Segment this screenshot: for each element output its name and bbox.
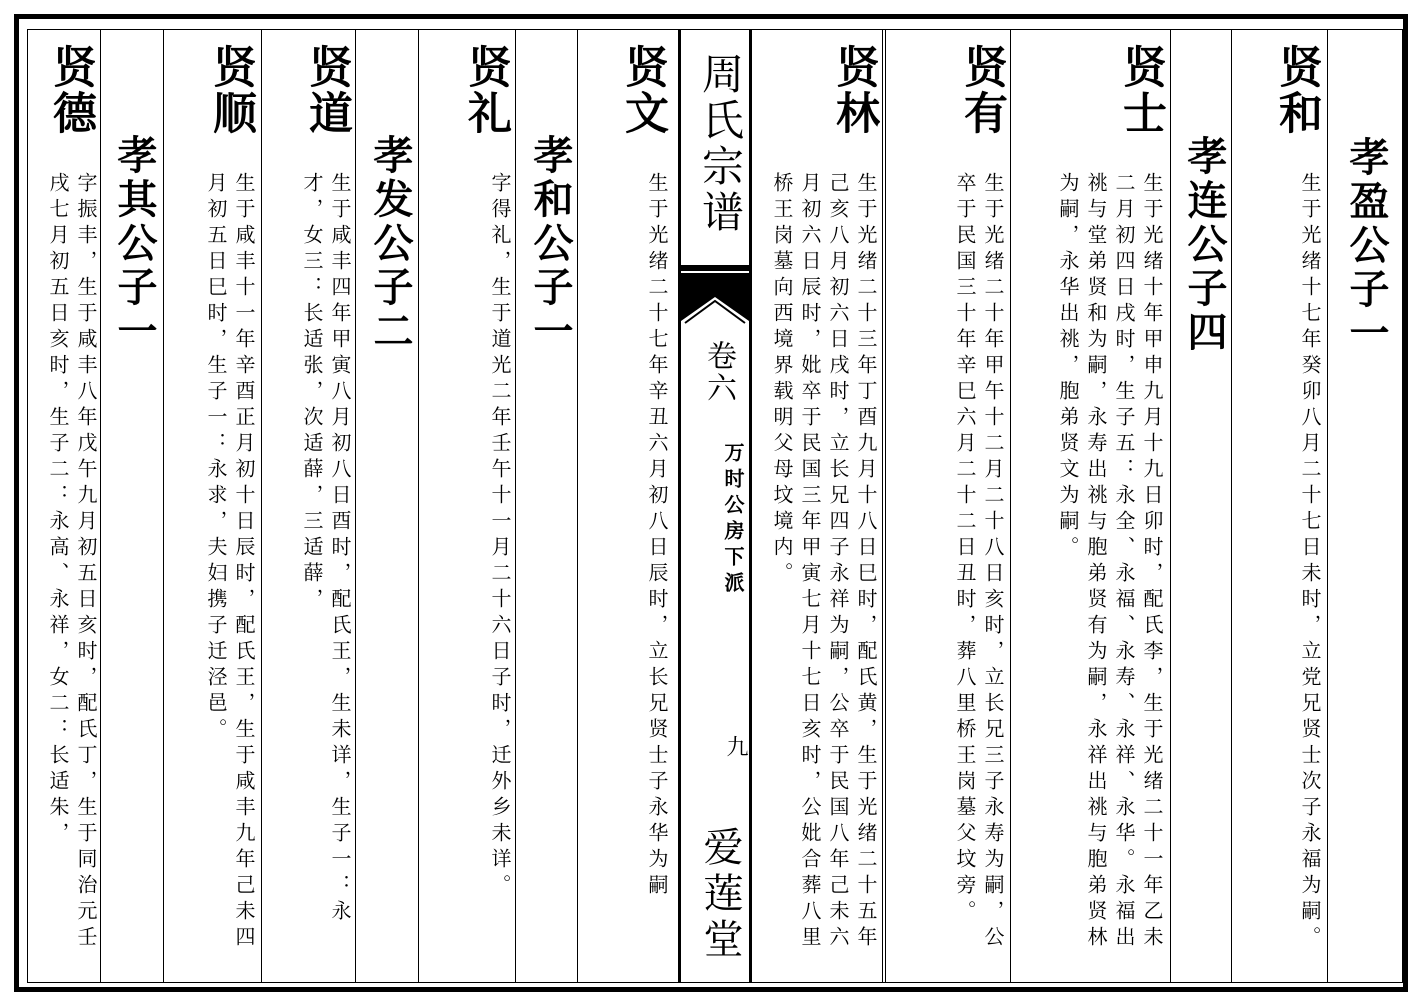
- rank-heading: 孝和公子一: [527, 134, 574, 354]
- biography-text: 生于光绪二十七年辛丑六月初八日辰时，立长兄贤士子永华为嗣: [645, 172, 669, 900]
- biography-text: 生于咸丰十一年辛酉正月初十日辰时，配氏王，生于咸丰九年己未四月初五日巳时，生子一：永求，夫妇携子迁泾邑。: [204, 172, 256, 952]
- column-divider: [1231, 29, 1232, 983]
- column-divider: [515, 29, 516, 983]
- person-name: 贤礼: [460, 44, 511, 136]
- biography-text: 生于光绪十七年癸卯八月二十七日未时，立党兄贤士次子永福为嗣。: [1298, 172, 1322, 952]
- biography-text: 生于光绪二十年甲午十二月二十八日亥时，立长兄三子永寿为嗣，公卒于民国三十年辛巳六月二十二日丑时，葬八里桥王岗墓父坟旁。: [953, 172, 1005, 952]
- person-name: 贤道: [301, 44, 352, 136]
- column-divider: [163, 29, 164, 983]
- column-divider: [355, 29, 356, 983]
- person-name: 贤林: [828, 44, 879, 136]
- fish-tail-mark: [681, 265, 749, 335]
- page-number: 九: [723, 735, 748, 757]
- column-divider: [1170, 29, 1171, 983]
- biography-text: 生于咸丰四年甲寅八月初八日酉时，配氏王，生未详，生子一：永才，女三：长适张，次适薛，三适薛，: [300, 172, 352, 926]
- volume-label: 卷六: [701, 340, 736, 404]
- center-divider-left: [678, 29, 681, 983]
- biography-text: 生于光绪二十三年丁酉九月十八日巳时，配氏黄，生于光绪二十五年己亥八月初六日戌时，立长兄四子永祥为嗣，公卒于民国八年己未六月初六日辰时，妣卒于民国三年甲寅七月十七日亥时，公妣合葬八里桥王岗墓向西境界载明父母坟境内。: [770, 172, 878, 952]
- column-divider: [1327, 29, 1328, 983]
- book-title: 周氏宗谱: [696, 52, 745, 236]
- column-divider: [100, 29, 101, 983]
- person-name: 贤顺: [205, 44, 256, 136]
- column-divider: [1010, 29, 1011, 983]
- center-divider-right: [749, 29, 752, 983]
- column-divider: [885, 29, 886, 983]
- person-name: 贤有: [956, 44, 1007, 136]
- person-name: 贤士: [1115, 44, 1166, 136]
- rank-heading: 孝发公子二: [367, 134, 414, 354]
- biography-text: 字得礼，生于道光二年壬午十一月二十六日子时，迁外乡未详。: [488, 172, 512, 900]
- rank-heading: 孝其公子一: [111, 134, 158, 354]
- person-name: 贤德: [45, 44, 96, 136]
- hall-name: 爱莲堂: [697, 826, 743, 964]
- branch-label: 万时公房下派: [721, 442, 745, 598]
- person-name: 贤和: [1271, 44, 1322, 136]
- column-divider: [882, 29, 883, 983]
- column-divider: [418, 29, 419, 983]
- column-divider: [261, 29, 262, 983]
- rank-heading: 孝盈公子一: [1343, 136, 1390, 356]
- biography-text: 生于光绪十年甲申九月十九日卯时，配氏李，生于光绪二十一年乙未二月初四日戌时，生子五：永全、永福、永寿、永祥、永华。永福出祧与堂弟贤和为嗣，永寿出祧与胞弟贤有为嗣，永祥出祧与胞弟贤林为嗣，永华出祧，胞弟贤文为嗣。: [1056, 172, 1164, 952]
- biography-text: 字振丰，生于咸丰八年戊午九月初五日亥时，配氏丁，生于同治元壬戌七月初五日亥时，生子二：永高、永祥，女二：长适朱，: [46, 172, 98, 952]
- person-name: 贤文: [617, 44, 668, 136]
- rank-heading: 孝连公子四: [1181, 135, 1228, 355]
- column-divider: [577, 29, 578, 983]
